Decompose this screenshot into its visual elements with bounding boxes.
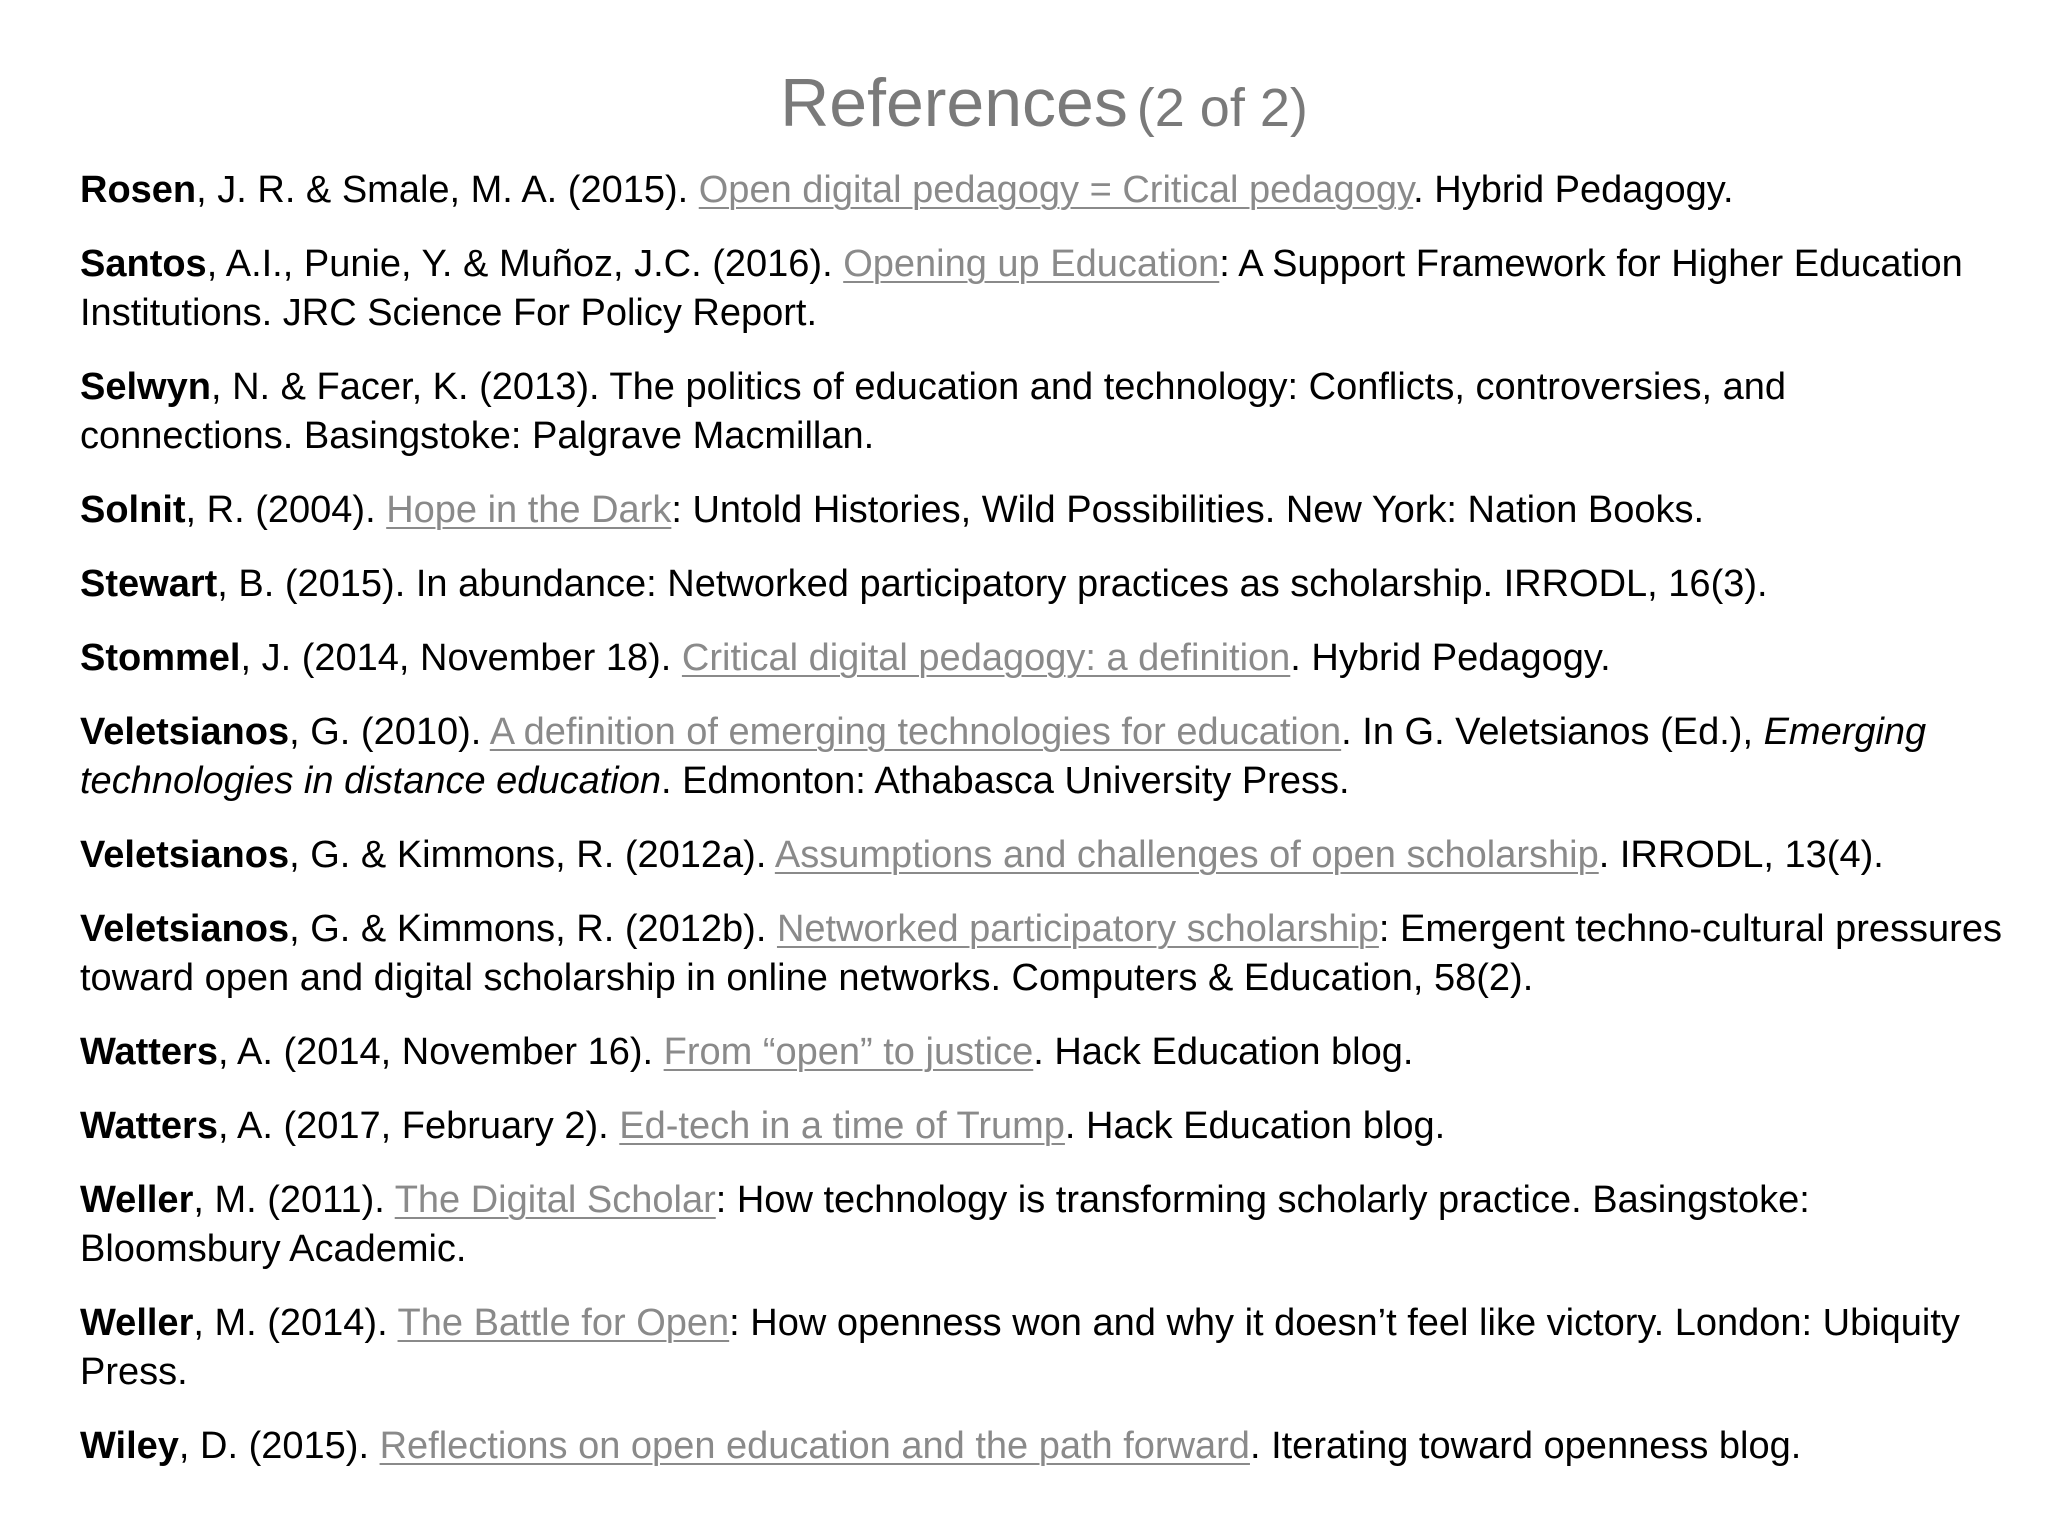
reference-item <box>80 708 2008 806</box>
reference-author: Stewart <box>80 563 218 605</box>
reference-link[interactable]: Ed-tech in a time of Trump <box>619 1105 1065 1147</box>
reference-text: . In G. Veletsianos (Ed.), <box>1341 711 1764 753</box>
reference-item <box>80 166 2008 215</box>
reference-link[interactable]: Opening up Education <box>843 243 1220 285</box>
reference-text: , G. (2010). <box>289 711 490 753</box>
reference-author: Stommel <box>80 637 241 679</box>
reference-author: Selwyn <box>80 366 211 408</box>
reference-item <box>80 486 2008 535</box>
reference-author: Weller <box>80 1302 194 1344</box>
reference-text: , M. (2014). <box>193 1302 398 1344</box>
reference-text: , J. (2014, November 18). <box>240 637 682 679</box>
reference-text: : Emergent techno-cultural pressures toward open and digital scholarship in online networks. Computers & Education, 58(2). <box>80 908 2002 999</box>
reference-item <box>80 1102 2008 1151</box>
reference-text: : A Support Framework for Higher Education Institutions. JRC Science For Policy Report. <box>80 243 1963 334</box>
reference-text: , A. (2017, February 2). <box>217 1105 620 1147</box>
reference-author: Rosen <box>80 169 197 211</box>
reference-item <box>80 831 2008 880</box>
reference-link[interactable]: A definition of emerging technologies for education <box>489 711 1342 753</box>
reference-text: , N. & Facer, K. (2013). The politics of education and technology: Conflicts, controversies, and connections. Basingstoke: Palgrave Macmillan. <box>80 366 1786 457</box>
reference-text: . Hybrid Pedagogy. <box>1290 637 1611 679</box>
reference-text: , A.I., Punie, Y. & Muñoz, J.C. (2016). <box>206 243 844 285</box>
reference-link[interactable]: Open digital pedagogy = Critical pedagogy <box>698 169 1414 211</box>
reference-item <box>80 560 2008 609</box>
page-title <box>80 0 2008 144</box>
reference-text: . Iterating toward openness blog. <box>1249 1425 1802 1467</box>
reference-text: . IRRODL, 13(4). <box>1598 834 1884 876</box>
reference-link[interactable]: Networked participatory scholarship <box>776 908 1379 950</box>
reference-item <box>80 1299 2008 1397</box>
reference-item <box>80 363 2008 461</box>
reference-link[interactable]: Assumptions and challenges of open scholarship <box>774 834 1599 876</box>
reference-book-title: Emerging technologies in distance education <box>80 711 1927 802</box>
reference-text: : How technology is transforming scholarly practice. Basingstoke: Bloomsbury Academic. <box>80 1179 1810 1270</box>
reference-author: Weller <box>80 1179 194 1221</box>
reference-author: Solnit <box>80 489 186 531</box>
reference-text: : Untold Histories, Wild Possibilities. New York: Nation Books. <box>671 489 1705 531</box>
reference-item <box>80 240 2008 338</box>
reference-link[interactable]: Reflections on open education and the path forward <box>379 1425 1250 1467</box>
reference-author: Santos <box>80 243 207 285</box>
reference-author: Watters <box>80 1105 218 1147</box>
reference-text: , D. (2015). <box>178 1425 380 1467</box>
reference-author: Watters <box>80 1031 218 1073</box>
reference-author: Wiley <box>80 1425 179 1467</box>
reference-author: Veletsianos <box>80 908 290 950</box>
reference-item <box>80 905 2008 1003</box>
reference-text: , B. (2015). In abundance: Networked participatory practices as scholarship. IRRODL, 16(3). <box>217 563 1768 605</box>
reference-text: . Edmonton: Athabasca University Press. <box>660 760 1350 802</box>
reference-author: Veletsianos <box>80 834 290 876</box>
reference-text: : How openness won and why it doesn’t feel like victory. London: Ubiquity Press. <box>80 1302 1960 1393</box>
reference-text: , J. R. & Smale, M. A. (2015). <box>196 169 699 211</box>
reference-item <box>80 1176 2008 1274</box>
reference-text: . Hack Education blog. <box>1064 1105 1446 1147</box>
title-main: References <box>780 65 1128 141</box>
reference-link[interactable]: From “open” to justice <box>663 1031 1034 1073</box>
reference-text: , G. & Kimmons, R. (2012b). <box>289 908 777 950</box>
reference-link[interactable]: The Digital Scholar <box>394 1179 716 1221</box>
reference-text: , R. (2004). <box>185 489 387 531</box>
reference-author: Veletsianos <box>80 711 290 753</box>
title-page-indicator: (2 of 2) <box>1136 78 1308 138</box>
reference-text: , A. (2014, November 16). <box>217 1031 664 1073</box>
reference-item <box>80 1028 2008 1077</box>
reference-item <box>80 1422 2008 1471</box>
reference-link[interactable]: Critical digital pedagogy: a definition <box>681 637 1291 679</box>
reference-link[interactable]: Hope in the Dark <box>386 489 672 531</box>
reference-text: . Hack Education blog. <box>1033 1031 1414 1073</box>
reference-text: , M. (2011). <box>193 1179 395 1221</box>
reference-item <box>80 634 2008 683</box>
reference-list <box>80 166 2008 1471</box>
reference-link[interactable]: The Battle for Open <box>397 1302 730 1344</box>
reference-text: , G. & Kimmons, R. (2012a). <box>289 834 775 876</box>
reference-text: . Hybrid Pedagogy. <box>1413 169 1734 211</box>
